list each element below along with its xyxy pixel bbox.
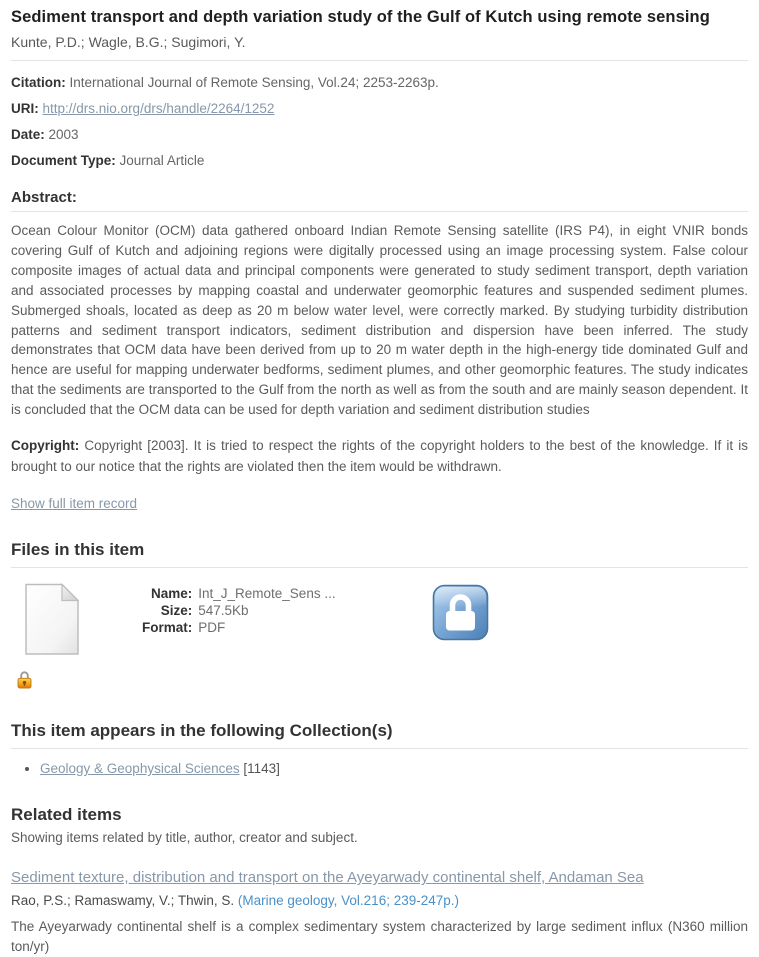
copyright-text: Copyright [2003]. It is tried to respect the rights of the copyright holders to the best of the knowledge. If it is brought to our notice that the rights are violated then the item would be withdrawn. bbox=[11, 438, 748, 475]
copyright-paragraph bbox=[11, 435, 748, 477]
citation-line bbox=[11, 73, 748, 93]
collections-heading: This item appears in the following Collection(s) bbox=[11, 721, 748, 749]
file-size-value: 547.5Kb bbox=[198, 603, 249, 619]
files-heading: Files in this item bbox=[11, 540, 748, 568]
related-item-authors bbox=[11, 893, 748, 908]
show-full-item-record-link[interactable]: Show full item record bbox=[11, 496, 138, 512]
metadata-block bbox=[11, 73, 748, 171]
related-item-title-link[interactable]: Sediment texture, distribution and transport on the Ayeyarwady continental shelf, Andaman Sea bbox=[11, 869, 644, 887]
file-name-label: Name: bbox=[150, 586, 193, 602]
file-icon[interactable] bbox=[24, 583, 80, 661]
header-divider bbox=[11, 60, 748, 61]
file-size-label: Size: bbox=[160, 603, 193, 619]
uri-line bbox=[11, 99, 748, 119]
citation-label: Citation: bbox=[11, 75, 66, 90]
date-line bbox=[11, 125, 748, 145]
file-format-label: Format: bbox=[142, 620, 193, 636]
collection-list-item bbox=[40, 760, 748, 778]
related-item bbox=[11, 868, 748, 957]
citation-value: International Journal of Remote Sensing, Vol.24; 2253-2263p. bbox=[69, 75, 439, 90]
collection-list bbox=[40, 760, 748, 778]
collection-link[interactable]: Geology & Geophysical Sciences bbox=[40, 761, 240, 777]
related-items-subtitle: Showing items related by title, author, creator and subject. bbox=[11, 830, 358, 846]
related-item-source: (Marine geology, Vol.216; 239-247p.) bbox=[237, 893, 460, 909]
date-value: 2003 bbox=[48, 127, 79, 142]
date-label: Date: bbox=[11, 127, 45, 142]
file-name-value: Int_J_Remote_Sens ... bbox=[198, 586, 336, 602]
abstract-text: Ocean Colour Monitor (OCM) data gathered onboard Indian Remote Sensing satellite (IRS P4), in eight VNIR bonds covering Gulf of Kutch and adjoining regions were digitally processed using an image processing system. False colour composite images of actual data and principal components were generated to study sediment transport, depth variation and associated processes by mapping coastal and underwater geomorphic features and suspended sediment plumes. Submerged shoals, located as deep as 20 m below water level, were correctly marked. By studying turbidity distribution patterns and sediment transport indicators, sediment distribution and dispersion have been inferred. The study demonstrates that OCM data have been derived from up to 20 m water depth in the high-energy tide dominated Gulf and hence are useful for mapping underwater bedforms, sediment plumes, and other geomorphic features. The study indicates that the sediments are transported to the Gulf from the north as well as from the south and are mainly season dependent. It is concluded that the OCM data can be used for depth variation and sediment distribution studies bbox=[11, 223, 748, 418]
related-item-snippet: The Ayeyarwady continental shelf is a complex sedimentary system characterized by large sediment influx (N360 million ton/yr) bbox=[11, 919, 748, 954]
uri-label: URI: bbox=[11, 101, 39, 116]
locked-file-lock-icon bbox=[17, 670, 33, 694]
related-items-heading: Related items bbox=[11, 805, 122, 825]
file-details bbox=[142, 586, 336, 635]
doctype-line bbox=[11, 151, 748, 171]
restricted-access-lock-button[interactable] bbox=[432, 584, 489, 646]
item-authors: Kunte, P.D.; Wagle, B.G.; Sugimori, Y. bbox=[11, 34, 246, 50]
page-title: Sediment transport and depth variation study of the Gulf of Kutch using remote sensing bbox=[11, 8, 710, 26]
doctype-label: Document Type: bbox=[11, 153, 116, 168]
copyright-label: Copyright: bbox=[11, 438, 80, 454]
uri-link[interactable]: http://drs.nio.org/drs/handle/2264/1252 bbox=[42, 101, 275, 116]
collection-count: [1143] bbox=[243, 761, 280, 777]
doctype-value: Journal Article bbox=[119, 153, 205, 168]
file-row bbox=[11, 583, 748, 661]
related-item-author-names: Rao, P.S.; Ramaswamy, V.; Thwin, S. bbox=[11, 893, 235, 909]
file-format-value: PDF bbox=[198, 620, 226, 636]
abstract-heading: Abstract: bbox=[11, 189, 748, 212]
